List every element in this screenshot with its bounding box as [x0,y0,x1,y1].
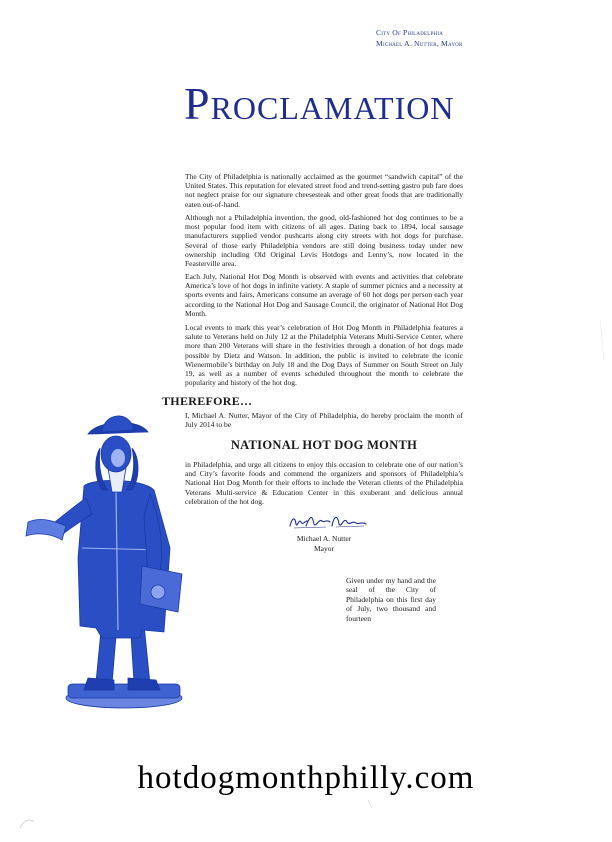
seal-text: Given under my hand and the seal of the City of Philadelphia on this first day of July, two thousand and fourteen [346,576,436,623]
paragraph-4: Local events to mark this year’s celebration of Hot Dog Month in Philadelphia features a salute to Veterans held on July 12 at the Philadelphia Veterans Multi-Service Center, where more than 200 Veterans will share in the festivities through a donation of hot dogs made possible by Dietz and Watson. In addition, the public is invited to celebrate the iconic Wienermobile’s birthday on July 18 and the Dog Days of Summer on South Street on July 19, as well as a number of events scheduled throughout the month to celebrate the popularity and history of the hot dog. [185,323,463,388]
therefore-heading: THEREFORE… [162,394,253,408]
signature-image [286,512,376,532]
signer-title: Mayor [314,543,334,553]
proclaim-intro: I, Michael A. Nutter, Mayor of the City of Philadelphia, do hereby proclaim the month of July 2014 to be [185,411,463,430]
letterhead-mayor: Michael A. Nutter, Mayor [376,39,463,48]
signer-name: Michael A. Nutter [296,534,352,543]
paragraph-2: Although not a Philadelphia invention, the good, old-fashioned hot dog continues to be a most popular food item with citizens of all ages. Dating back to 1894, local sausage manufacturers supplied vendor pushcarts along city streets with hot dogs for purchase. Several of those early Philadelphia vendors are still doing business today under new ownership including Old Original Levis Hotdogs and Lenny’s, now located in the Feasterville area. [185,213,463,269]
paragraph-1: The City of Philadelphia is nationally acclaimed as the gourmet “sandwich capital” of the United States. This reputation for elevated street food and trend-setting gastro pub fare does not neglect praise for our signature cheesesteak and other great foods that are traditionally eaten out-of-hand. [185,172,463,209]
paragraph-3: Each July, National Hot Dog Month is observed with events and activities that celebrate America’s love of hot dogs in infinite variety. A staple of summer picnics and a necessity at sports events and fairs, Americans consume an average of 60 hot dogs per person each year according to the National Hot Dog and Sausage Council, the originator of National Hot Dog Month. [185,272,463,318]
proclaim-body: in Philadelphia, and urge all citizens to enjoy this occasion to celebrate one of our nation’s and City’s favorite foods and commend the organizers and sponsors of Philadelphia’s National Hot Dog Month for their efforts to include the Veteran clients of the Philadelphia Veterans Multi-service & Education Center in this exuberant and delicious annual celebration of the hot dog. [185,460,463,506]
website-url: hotdogmonthphilly.com [137,760,475,796]
page-title: Proclamation [184,78,455,129]
william-penn-statue-image [22,398,192,714]
letterhead [376,27,463,49]
letterhead-city: City Of Philadelphia [376,28,444,37]
signature-block [282,534,366,553]
proclaim-title: NATIONAL HOT DOG MONTH [230,438,418,452]
